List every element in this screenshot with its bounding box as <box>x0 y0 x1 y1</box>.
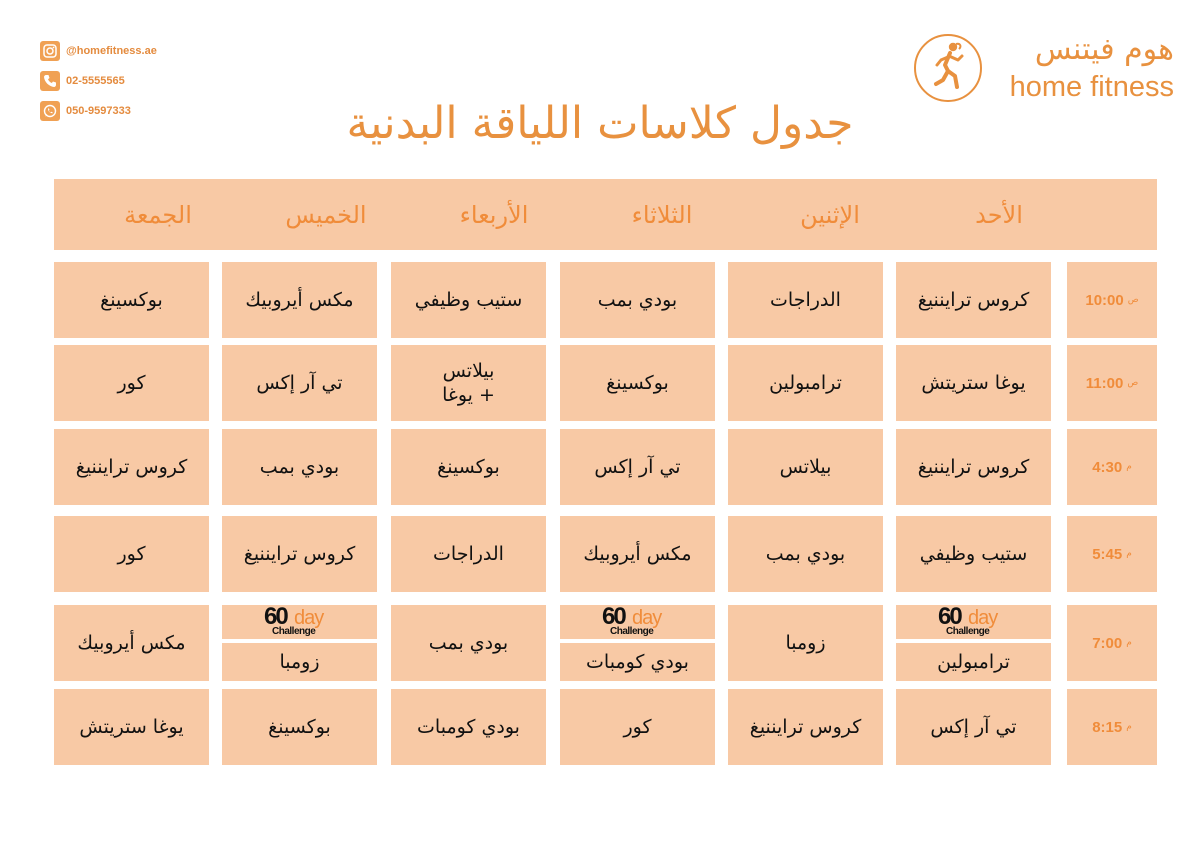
page-title: جدول كلاسات اللياقة البدنية <box>346 98 854 149</box>
class-name: زومبا <box>222 643 377 681</box>
time-suffix: م <box>1126 462 1132 472</box>
time-label: 10:00 <box>1085 291 1124 309</box>
time-label: 5:45 <box>1092 545 1123 563</box>
day-header-thursday: الخميس <box>285 200 367 229</box>
class-cell[interactable] <box>222 262 377 338</box>
class-cell[interactable] <box>728 345 883 421</box>
class-name: يوغا ستريتش <box>79 716 184 738</box>
class-cell[interactable] <box>560 516 715 592</box>
class-name: كروس ترايننيغ <box>917 456 1030 478</box>
class-name: بودي بمب <box>428 632 509 654</box>
time-slot <box>1067 689 1157 765</box>
class-cell[interactable] <box>391 429 546 505</box>
class-cell[interactable] <box>222 429 377 505</box>
whatsapp-contact[interactable] <box>40 96 157 126</box>
class-cell[interactable] <box>896 429 1051 505</box>
class-cell[interactable] <box>896 689 1051 765</box>
time-slot <box>1067 516 1157 592</box>
challenge-logo <box>938 603 1018 638</box>
class-cell-challenge[interactable] <box>222 605 377 681</box>
challenge-day: day <box>968 607 998 629</box>
class-name: كروس ترايننيغ <box>749 716 862 738</box>
time-slot <box>1067 605 1157 681</box>
class-cell[interactable] <box>728 516 883 592</box>
challenge-number: 60 <box>264 603 287 630</box>
class-name: كروس ترايننيغ <box>917 289 1030 311</box>
logo-english-text: home fitness <box>1009 71 1174 103</box>
class-cell-challenge[interactable] <box>560 605 715 681</box>
class-cell[interactable] <box>54 429 209 505</box>
class-cell[interactable] <box>391 345 546 421</box>
class-name: الدراجات <box>770 289 841 311</box>
class-name: ستيب وظيفي <box>414 289 523 311</box>
class-cell[interactable] <box>54 345 209 421</box>
whatsapp-icon <box>40 101 60 121</box>
time-label: 8:15 <box>1092 718 1123 736</box>
class-name: بوكسينغ <box>100 289 163 311</box>
class-name: كروس ترايننيغ <box>243 543 356 565</box>
class-cell[interactable] <box>896 345 1051 421</box>
class-cell[interactable] <box>391 262 546 338</box>
class-name: ترامبولين <box>769 372 842 394</box>
class-cell[interactable] <box>222 689 377 765</box>
class-cell-challenge[interactable] <box>896 605 1051 681</box>
contact-info <box>40 36 157 126</box>
challenge-day: day <box>632 607 662 629</box>
class-name: بوكسينغ <box>606 372 669 394</box>
time-slot <box>1067 429 1157 505</box>
challenge-number: 60 <box>938 603 961 630</box>
class-cell[interactable] <box>728 262 883 338</box>
whatsapp-number: 050-9597333 <box>66 105 131 117</box>
class-cell[interactable] <box>896 516 1051 592</box>
class-cell[interactable] <box>54 516 209 592</box>
class-name: بوكسينغ <box>437 456 500 478</box>
time-label: 11:00 <box>1085 374 1124 392</box>
time-suffix: م <box>1126 549 1132 559</box>
time-slot <box>1067 345 1157 421</box>
class-cell[interactable] <box>54 689 209 765</box>
challenge-badge <box>560 605 715 639</box>
day-header-friday: الجمعة <box>124 200 192 229</box>
day-header-tuesday: الثلاثاء <box>631 200 693 229</box>
class-name: كور <box>117 543 146 565</box>
time-suffix: م <box>1126 722 1132 732</box>
time-label: 7:00 <box>1092 634 1123 652</box>
phone-icon <box>40 71 60 91</box>
challenge-word: Challenge <box>946 626 990 637</box>
class-name: بيلاتس <box>779 456 832 478</box>
class-name: بيلاتس + يوغا <box>442 360 495 406</box>
challenge-day: day <box>294 607 324 629</box>
challenge-word: Challenge <box>272 626 316 637</box>
class-cell[interactable] <box>560 689 715 765</box>
challenge-logo <box>602 603 682 638</box>
class-cell[interactable] <box>896 262 1051 338</box>
class-name: ستيب وظيفي <box>919 543 1028 565</box>
class-name: يوغا ستريتش <box>921 372 1026 394</box>
time-label: 4:30 <box>1092 458 1123 476</box>
class-name: مكس أيروبيك <box>583 543 692 565</box>
class-name: بوكسينغ <box>268 716 331 738</box>
class-cell[interactable] <box>728 689 883 765</box>
day-header-wednesday: الأربعاء <box>459 200 529 229</box>
class-cell[interactable] <box>728 605 883 681</box>
class-name: بودي بمب <box>259 456 340 478</box>
class-name: مكس أيروبيك <box>245 289 354 311</box>
class-name: بودي بمب <box>765 543 846 565</box>
class-cell[interactable] <box>560 262 715 338</box>
class-cell[interactable] <box>560 429 715 505</box>
class-name: تي آر إكس <box>930 716 1017 738</box>
class-cell[interactable] <box>391 605 546 681</box>
class-cell[interactable] <box>560 345 715 421</box>
class-name: زومبا <box>785 632 826 654</box>
class-cell[interactable] <box>222 345 377 421</box>
brand-logo <box>912 32 1172 106</box>
logo-arabic-text: هوم فيتنس <box>1034 32 1174 67</box>
class-name: تي آر إكس <box>594 456 681 478</box>
class-name: بودي كومبات <box>560 643 715 681</box>
challenge-number: 60 <box>602 603 625 630</box>
phone-contact[interactable] <box>40 66 157 96</box>
instagram-handle: @homefitness.ae <box>66 45 157 57</box>
class-name: الدراجات <box>433 543 504 565</box>
day-header-monday: الإثنين <box>800 200 860 229</box>
challenge-badge <box>896 605 1051 639</box>
instagram-contact[interactable] <box>40 36 157 66</box>
class-name: بودي كومبات <box>417 716 520 738</box>
class-name: بودي بمب <box>597 289 678 311</box>
challenge-logo <box>264 603 344 638</box>
class-name: مكس أيروبيك <box>77 632 186 654</box>
time-slot <box>1067 262 1157 338</box>
class-cell[interactable] <box>222 516 377 592</box>
instagram-icon <box>40 41 60 61</box>
days-header <box>54 179 1157 250</box>
day-header-sunday: الأحد <box>975 200 1023 229</box>
time-suffix: ص <box>1127 378 1139 388</box>
class-cell[interactable] <box>391 689 546 765</box>
phone-number: 02-5555565 <box>66 75 125 87</box>
class-cell[interactable] <box>54 262 209 338</box>
class-cell[interactable] <box>391 516 546 592</box>
class-cell[interactable] <box>728 429 883 505</box>
time-suffix: م <box>1126 638 1132 648</box>
class-cell[interactable] <box>54 605 209 681</box>
challenge-word: Challenge <box>610 626 654 637</box>
challenge-badge <box>222 605 377 639</box>
class-name: كور <box>623 716 652 738</box>
class-name: تي آر إكس <box>256 372 343 394</box>
class-name: ترامبولين <box>896 643 1051 681</box>
time-suffix: ص <box>1127 295 1139 305</box>
class-name: كور <box>117 372 146 394</box>
class-name: كروس ترايننيغ <box>75 456 188 478</box>
